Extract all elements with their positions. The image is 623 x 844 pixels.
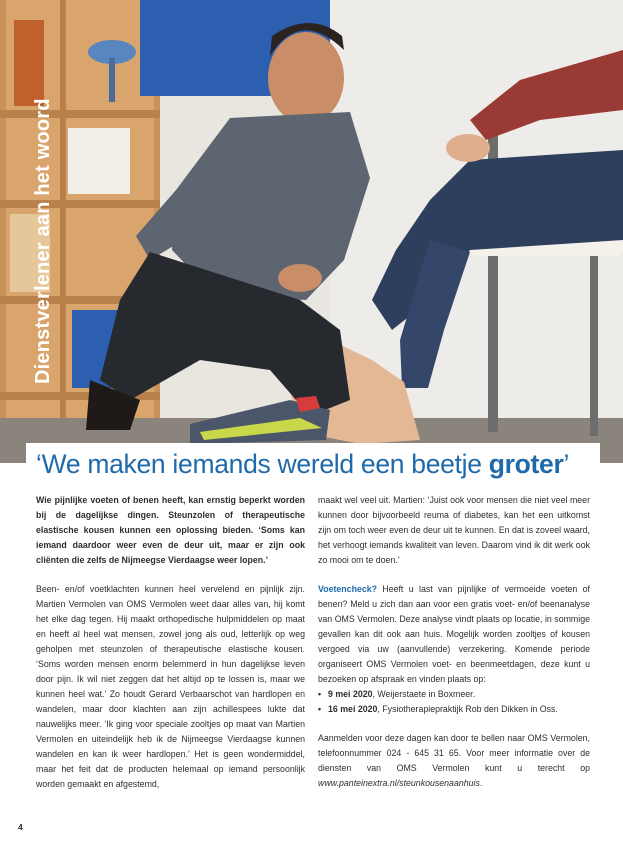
headline-bar [26, 443, 600, 485]
event-date: 9 mei 2020 [328, 689, 373, 699]
section-label: Dienstverlener aan het woord [32, 98, 54, 384]
event-date: 16 mei 2020 [328, 704, 378, 714]
event-place: , Fysiotherapiepraktijk Rob den Dikken in Oss. [377, 704, 558, 714]
contact-paragraph [318, 731, 590, 791]
event-list [318, 687, 590, 717]
voetencheck-label: Voetencheck? [318, 584, 377, 594]
article-headline [36, 449, 569, 480]
headline-text: ‘We maken iemands wereld een beetje [36, 448, 489, 479]
contact-text: Aanmelden voor deze dagen kan door te bellen naar OMS Vermolen, telefoonnummer 024 - 645 31 65. Voor meer informatie over de diensten van OMS Vermolen kunt u terecht op [318, 733, 590, 773]
voetencheck-paragraph [318, 582, 590, 687]
right-column [318, 493, 590, 805]
event-item [318, 702, 590, 717]
left-column [36, 493, 305, 806]
website-link[interactable]: www.panteinextra.nl/steunkousenaanhuis [318, 778, 480, 788]
page-number: 4 [18, 822, 23, 832]
contact-end: . [479, 778, 483, 788]
intro-paragraph: Wie pijnlijke voeten of benen heeft, kan ernstig beperkt worden bij de dagelijkse dingen. Steunzolen of therapeutische elastische kousen kunnen een oplossing bieden. ‘Soms kan iemand daardoor weer even de deur uit, maar er zijn ook cliënten die zelfs de Nijmeegse Vierdaagse weer lopen.’ [36, 495, 305, 565]
event-item [318, 687, 590, 702]
headline-closing-quote: ’ [563, 448, 570, 479]
headline-emphasis: groter [488, 448, 564, 479]
event-place: , Weijerstaete in Boxmeer. [372, 689, 476, 699]
voetencheck-text: Heeft u last van pijnlijke of vermoeide voeten of benen? Meld u zich dan aan voor een gratis voet- en/of beenanalyse van OMS Vermolen. Deze analyse vindt plaats op locatie, in sommige gevallen kan dit ook aan huis. Mogelijk worden zooltjes of kousen vergoed via uw (aanvullende) verzekering. Komende periode organiseert OMS Vermolen voet- en beenmeetdagen, deze kunt u bezoeken op afspraak en vinden plaats op: [318, 584, 590, 684]
continuation-paragraph: maakt wel veel uit. Martien: ‘Juist ook voor mensen die niet veel meer kunnen door bijvoorbeeld reuma of diabetes, kan het een uitkomst zijn om toch weer even de deur uit te kunnen. En dat is zoveel waard, het verhoogt iemands kwaliteit van leven. Daarom vind ik dit werk ook zo mooi om te doen.’ [318, 495, 590, 565]
body-paragraph: Been- en/of voetklachten kunnen heel vervelend en pijnlijk zijn. Martien Vermolen van OMS Vermolen weet daar alles van, hij komt het elke dag tegen. Hij maakt orthopedische hulpmiddelen op maat en heeft al heel wat mensen, zowel jong als oud, letterlijk op weg geholpen met steunzolen of therapeutische elastische kousen. ‘Soms worden mensen enorm belemmerd in hun dagelijkse leven door pijn. Ik wil niet zeggen dat het altijd op te lossen is, maar we kunnen heel wat.’ Zo houdt Gerard Verbaarschot van hardlopen en wandelen, maar door klachten aan zijn achillespees lukte dat nauwelijks meer. ‘Ik ging voor speciale zooltjes op maat van Martien Vermolen en uiteindelijk heb ik de Nijmeegse Vierdaagse kunnen wandelen en kan ik weer hardlopen.’ Het is geen wondermiddel, maar het feit dat de producten helemaal op iemand persoonlijk worden gemaakt en afgestemd, [36, 584, 305, 789]
